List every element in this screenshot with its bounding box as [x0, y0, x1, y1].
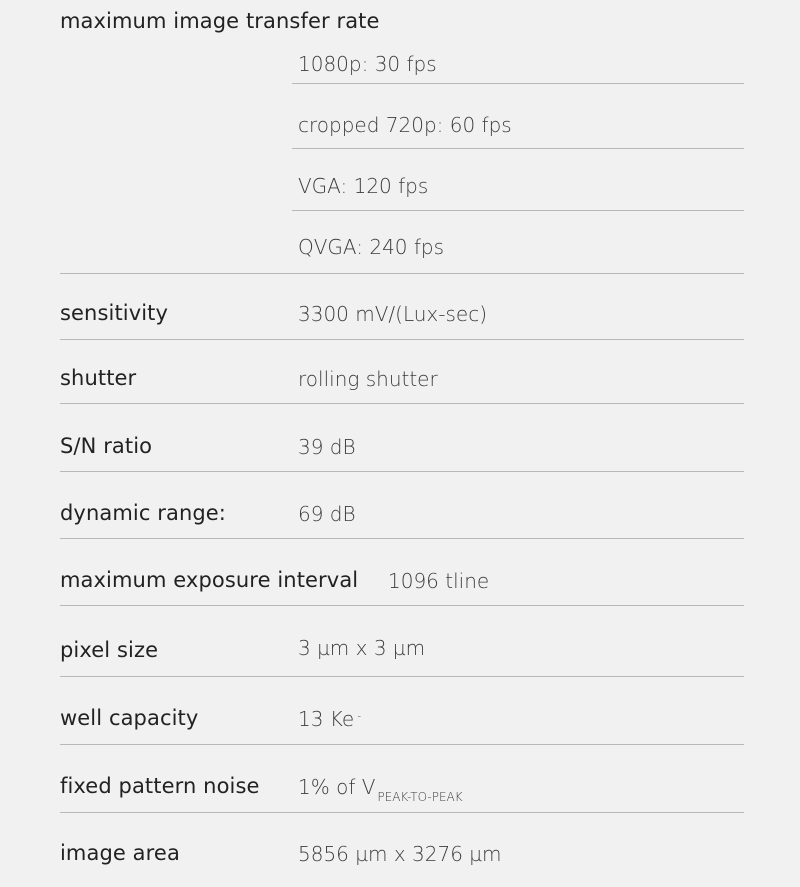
spec-value-pixel-size: 3 µm x 3 µm: [298, 636, 426, 660]
spec-label-transfer-rate: maximum image transfer rate: [60, 9, 380, 33]
spec-label-sensitivity: sensitivity: [60, 301, 169, 325]
fixed-pattern-noise-subscript: PEAK-TO-PEAK: [377, 790, 463, 804]
divider: [60, 538, 744, 539]
divider: [292, 148, 744, 149]
spec-value-vga: VGA: 120 fps: [298, 174, 429, 198]
spec-value-fixed-pattern-noise: [298, 775, 463, 804]
divider: [60, 471, 744, 472]
spec-value-qvga: QVGA: 240 fps: [298, 235, 445, 259]
spec-label-exposure: maximum exposure interval: [60, 568, 359, 592]
spec-label-well-capacity: well capacity: [60, 706, 199, 730]
well-capacity-number: 13 Ke: [298, 707, 355, 731]
divider: [60, 273, 744, 274]
divider: [60, 676, 744, 677]
divider: [60, 744, 744, 745]
spec-label-image-area: image area: [60, 841, 180, 865]
spec-value-shutter: rolling shutter: [298, 367, 438, 391]
spec-value-image-area: 5856 µm x 3276 µm: [298, 842, 502, 866]
spec-value-well-capacity: [298, 707, 361, 731]
divider: [292, 210, 744, 211]
divider: [60, 605, 744, 606]
spec-label-sn-ratio: S/N ratio: [60, 434, 153, 458]
spec-value-720p: cropped 720p: 60 fps: [298, 113, 512, 137]
spec-value-sensitivity: 3300 mV/(Lux-sec): [298, 302, 488, 326]
spec-label-dynamic-range: dynamic range:: [60, 501, 226, 525]
spec-value-1080p: 1080p: 30 fps: [298, 52, 437, 76]
spec-label-fixed-pattern-noise: fixed pattern noise: [60, 774, 260, 798]
spec-value-exposure: 1096 tline: [388, 569, 490, 593]
divider: [60, 339, 744, 340]
divider: [60, 812, 744, 813]
divider: [60, 403, 744, 404]
spec-value-sn-ratio: 39 dB: [298, 435, 356, 459]
well-capacity-superscript: -: [357, 709, 362, 722]
divider: [292, 83, 744, 84]
spec-label-pixel-size: pixel size: [60, 638, 159, 662]
fixed-pattern-noise-text: 1% of V: [298, 775, 376, 799]
spec-value-dynamic-range: 69 dB: [298, 502, 356, 526]
spec-label-shutter: shutter: [60, 366, 137, 390]
